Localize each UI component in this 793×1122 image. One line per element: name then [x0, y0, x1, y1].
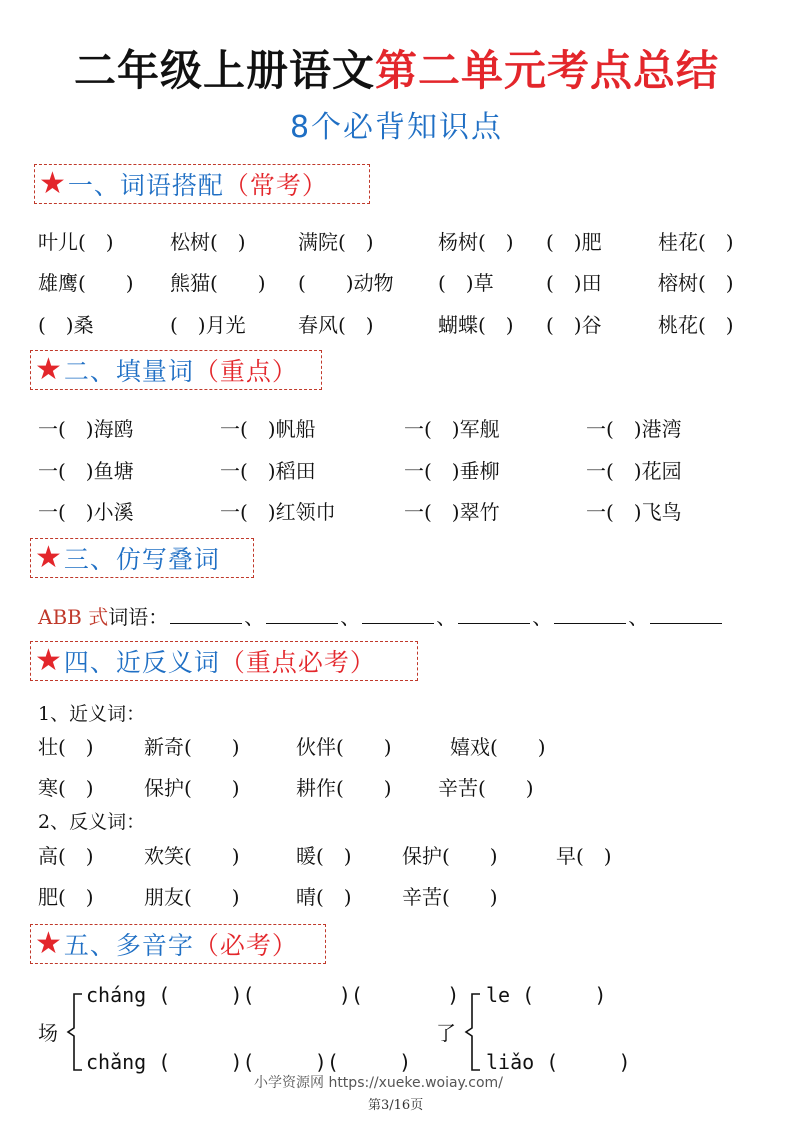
page-title: [0, 38, 793, 98]
fill-blank[interactable]: [650, 603, 722, 624]
antonym-item: 肥( ): [38, 885, 94, 909]
separator: 、: [436, 605, 457, 629]
abb-label: ABB 式: [38, 605, 109, 629]
section-tag: （常考）: [223, 171, 328, 200]
s2-item: 一( )翠竹: [404, 500, 500, 524]
s2-item: 一( )稻田: [220, 459, 316, 483]
star-icon: ★: [35, 926, 62, 961]
polyphone-char-2: 了: [436, 1021, 456, 1045]
section-tag: （必考）: [193, 931, 298, 960]
separator: 、: [532, 605, 553, 629]
synonym-label: 1、近义词：: [38, 703, 146, 725]
pinyin-line: le ( ): [486, 983, 607, 1007]
abb-line: [38, 601, 724, 630]
star-icon: ★: [35, 643, 62, 678]
antonym-item: 高( ): [38, 844, 94, 868]
synonym-item: 壮( ): [38, 735, 94, 759]
title-black: 二年级上册语文: [73, 46, 375, 95]
s1-item: 杨树( ): [438, 230, 514, 254]
synonym-item: 保护( ): [144, 776, 240, 800]
title-red: 第二单元考点总结: [375, 46, 720, 95]
synonym-item: 嬉戏( ): [450, 735, 546, 759]
s1-item: ( )月光: [170, 313, 246, 337]
pinyin-line: liǎo ( ): [486, 1050, 631, 1074]
section-header-3: [30, 538, 254, 578]
section-header-4: [30, 641, 418, 681]
antonym-item: 晴( ): [296, 885, 352, 909]
fill-blank[interactable]: [170, 603, 242, 624]
antonym-item: 早( ): [556, 844, 612, 868]
section-title: 四、近反义词: [63, 648, 220, 677]
section-title: 五、多音字: [63, 931, 194, 960]
star-icon: ★: [35, 352, 62, 387]
star-icon: ★: [35, 540, 62, 575]
separator: 、: [340, 605, 361, 629]
fill-blank[interactable]: [362, 603, 434, 624]
antonym-label: 2、反义词：: [38, 811, 146, 833]
synonym-item: 耕作( ): [296, 776, 392, 800]
s2-item: 一( )帆船: [220, 417, 316, 441]
s1-item: ( )田: [546, 271, 602, 295]
synonym-item: 寒( ): [38, 776, 94, 800]
s1-item: 熊猫( ): [170, 271, 266, 295]
s2-item: 一( )小溪: [38, 500, 134, 524]
antonym-item: 暖( ): [296, 844, 352, 868]
star-icon: ★: [39, 166, 66, 201]
s1-item: ( )肥: [546, 230, 602, 254]
separator: 、: [628, 605, 649, 629]
antonym-item: 保护( ): [402, 844, 498, 868]
s2-item: 一( )垂柳: [404, 459, 500, 483]
separator: 、: [244, 605, 265, 629]
s1-item: 榕树( ): [658, 271, 734, 295]
pinyin-line: chǎng ( )( )( ): [86, 1050, 412, 1074]
pinyin-line: cháng ( )( )( ): [86, 983, 460, 1007]
antonym-item: 欢笑( ): [144, 844, 240, 868]
page-subtitle: 8个必背知识点: [289, 110, 504, 145]
fill-blank[interactable]: [554, 603, 626, 624]
s1-item: 桂花( ): [658, 230, 734, 254]
s1-item: 蝴蝶( ): [438, 313, 514, 337]
brace-icon: [64, 990, 84, 1074]
brace-icon: [462, 990, 482, 1074]
s2-item: 一( )飞鸟: [586, 500, 682, 524]
synonym-item: 新奇( ): [144, 735, 240, 759]
s1-item: 叶儿( ): [38, 230, 114, 254]
s1-item: ( )桑: [38, 313, 94, 337]
s2-item: 一( )港湾: [586, 417, 682, 441]
section-title: 一、词语搭配: [67, 171, 224, 200]
s2-item: 一( )鱼塘: [38, 459, 134, 483]
section-title: 三、仿写叠词: [63, 545, 220, 574]
s1-item: ( )动物: [298, 271, 394, 295]
footer-source: 小学资源网 https://xueke.woiay.com/: [254, 1075, 503, 1091]
s1-item: 雄鹰( ): [38, 271, 134, 295]
fill-blank[interactable]: [266, 603, 338, 624]
polyphone-char-1: 场: [38, 1021, 58, 1045]
s2-item: 一( )红领巾: [220, 500, 336, 524]
synonym-item: 伙伴( ): [296, 735, 392, 759]
s2-item: 一( )海鸥: [38, 417, 134, 441]
section-header-1: [34, 164, 370, 204]
s1-item: 桃花( ): [658, 313, 734, 337]
section-title: 二、填量词: [63, 357, 194, 386]
s2-item: 一( )军舰: [404, 417, 500, 441]
section-tag: （重点）: [193, 357, 298, 386]
section-header-5: [30, 924, 326, 964]
abb-word-label: 词语：: [108, 605, 169, 629]
page-number: 第3/16页: [368, 1098, 424, 1113]
section-tag: （重点必考）: [219, 648, 376, 677]
synonym-item: 辛苦( ): [438, 776, 534, 800]
section-header-2: [30, 350, 322, 390]
s1-item: ( )谷: [546, 313, 602, 337]
fill-blank[interactable]: [458, 603, 530, 624]
s2-item: 一( )花园: [586, 459, 682, 483]
antonym-item: 辛苦( ): [402, 885, 498, 909]
s1-item: 松树( ): [170, 230, 246, 254]
antonym-item: 朋友( ): [144, 885, 240, 909]
s1-item: 春风( ): [298, 313, 374, 337]
s1-item: 满院( ): [298, 230, 374, 254]
s1-item: ( )草: [438, 271, 494, 295]
